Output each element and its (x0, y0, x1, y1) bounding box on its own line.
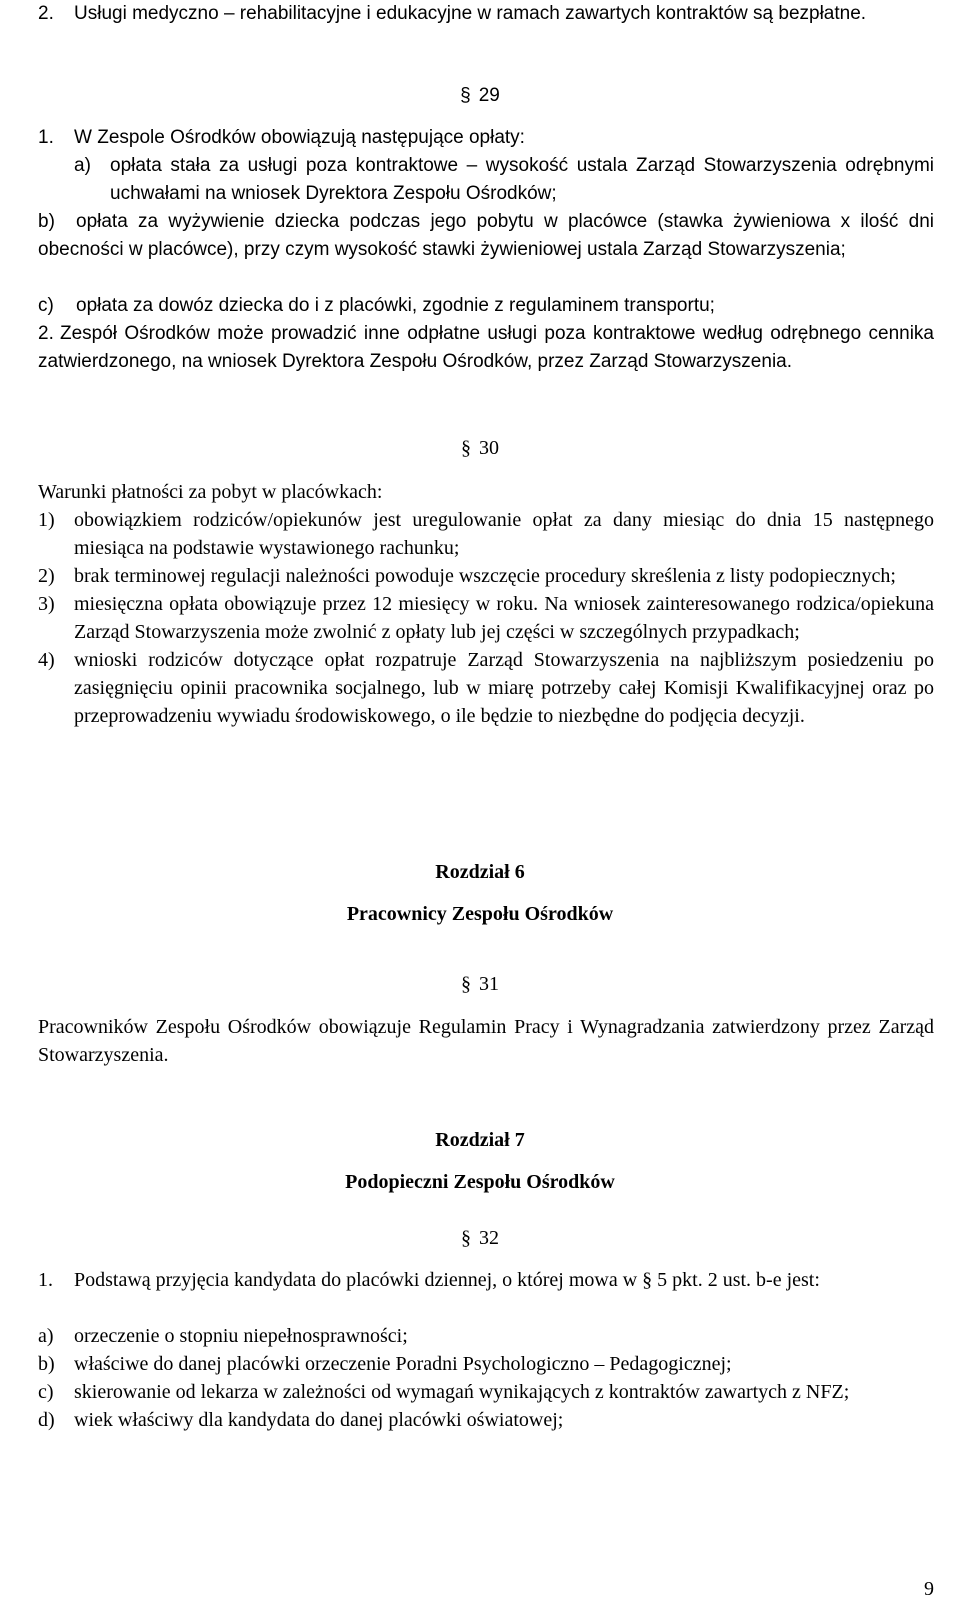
section-sign: § (461, 1227, 471, 1249)
item-number: 3) (38, 593, 55, 615)
section-number: 31 (479, 973, 499, 995)
item-number: 1) (38, 509, 55, 531)
point-number: 1. (38, 127, 54, 148)
s29-item-a (38, 152, 934, 208)
s31-text: Pracowników Zespołu Ośrodków obowiązuje Regulamin Pracy i Wynagradzania zatwierdzony przez Zarząd Stowarzyszenia. (38, 1016, 934, 1066)
list-item (38, 1322, 934, 1350)
item-letter: c) (38, 1381, 54, 1403)
item-text: opłata stała za usługi poza kontraktowe – wysokość ustala Zarząd Stowarzyszenia odrębnymi uchwałami na wniosek Dyrektora Zespołu Ośrodków; (110, 155, 934, 204)
item-letter: a) (74, 155, 91, 176)
point-text: Zespół Ośrodków może prowadzić inne odpłatne usługi poza kontraktowe według odrębnego cennika zatwierdzonego, na wniosek Dyrektora Zespołu Ośrodków, przez Zarząd Stowarzyszenia. (38, 323, 934, 372)
item-letter: b) (38, 211, 55, 232)
list-item (38, 590, 934, 646)
chapter-6-title: Pracownicy Zespołu Ośrodków (346, 903, 614, 925)
section-32-heading (0, 1224, 960, 1252)
section-number: 32 (479, 1227, 499, 1249)
chapter-6-label: Rozdział 6 (435, 861, 525, 883)
item-text: wiek właściwy dla kandydata do danej placówki oświatowej; (74, 1409, 564, 1431)
section-30-heading (0, 434, 960, 462)
list-item (38, 646, 934, 730)
point-text: Usługi medyczno – rehabilitacyjne i edukacyjne w ramach zawartych kontraktów są bezpłatne. (74, 3, 867, 24)
point-number: 2. (38, 323, 54, 344)
section-number: 29 (478, 85, 500, 106)
item-number: 4) (38, 649, 55, 671)
list-item (38, 1378, 934, 1406)
point-number: 2. (38, 3, 54, 24)
section-31-heading (0, 970, 960, 998)
item-letter: a) (38, 1325, 54, 1347)
item-text: opłata za dowóz dziecka do i z placówki, zgodnie z regulaminem transportu; (76, 295, 715, 316)
s30-list (38, 506, 934, 730)
s29-point-1 (38, 124, 960, 152)
s29-item-c (38, 292, 934, 320)
chapter-7-title: Podopieczni Zespołu Ośrodków (345, 1171, 615, 1193)
point-text: W Zespole Ośrodków obowiązują następujące opłaty: (74, 127, 525, 148)
s28-point-2 (38, 0, 960, 28)
s32-point-1 (38, 1266, 960, 1294)
list-item (38, 1350, 934, 1378)
section-29-heading (0, 82, 960, 110)
item-letter: d) (38, 1409, 55, 1431)
page-number: 9 (924, 1578, 934, 1600)
item-letter: c) (38, 295, 54, 316)
s29-point-2 (38, 320, 934, 376)
item-text: skierowanie od lekarza w zależności od wymagań wynikających z kontraktów zawartych z NFZ; (74, 1381, 850, 1403)
item-text: właściwe do danej placówki orzeczenie Poradni Psychologiczno – Pedagogicznej; (74, 1353, 732, 1375)
item-letter: b) (38, 1353, 55, 1375)
item-text: miesięczna opłata obowiązuje przez 12 miesięcy w roku. Na wniosek zainteresowanego rodzica/opiekuna Zarząd Stowarzyszenia może zwolnić z opłaty lub jej części w szczególnych przypadkach; (74, 593, 934, 643)
item-text: wnioski rodziców dotyczące opłat rozpatruje Zarząd Stowarzyszenia na najbliższym posiedzeniu po zasięgnięciu opinii pracownika socjalnego, lub w miarę potrzeby całej Komisji Kwalifikacyjnej oraz po przeprowadzeniu wywiadu środowiskowego, o ile będzie to niezbędne do podjęcia decyzji. (74, 649, 934, 727)
item-number: 2) (38, 565, 55, 587)
item-text: opłata za wyżywienie dziecka podczas jego pobytu w placówce (stawka żywieniowa x ilość dni obecności w placówce), przy czym wysokość stawki żywieniowej ustala Zarząd Stowarzyszenia; (38, 211, 934, 260)
section-sign: § (461, 437, 471, 459)
s29-item-b (38, 208, 934, 264)
section-number: 30 (479, 437, 499, 459)
list-item (38, 562, 934, 590)
s30-intro: Warunki płatności za pobyt w placówkach: (38, 481, 383, 503)
list-item (38, 1406, 934, 1434)
section-sign: § (460, 85, 471, 106)
list-item (38, 506, 934, 562)
section-sign: § (461, 973, 471, 995)
point-text: Podstawą przyjęcia kandydata do placówki dziennej, o której mowa w § 5 pkt. 2 ust. b-e jest: (74, 1269, 820, 1291)
item-text: obowiązkiem rodziców/opiekunów jest uregulowanie opłat za dany miesiąc do dnia 15 następnego miesiąca na podstawie wystawionego rachunku; (74, 509, 934, 559)
chapter-7-label: Rozdział 7 (435, 1129, 525, 1151)
item-text: orzeczenie o stopniu niepełnosprawności; (74, 1325, 408, 1347)
item-text: brak terminowej regulacji należności powoduje wszczęcie procedury skreślenia z listy podopiecznych; (74, 565, 896, 587)
point-number: 1. (38, 1269, 53, 1291)
s32-list (38, 1322, 934, 1434)
